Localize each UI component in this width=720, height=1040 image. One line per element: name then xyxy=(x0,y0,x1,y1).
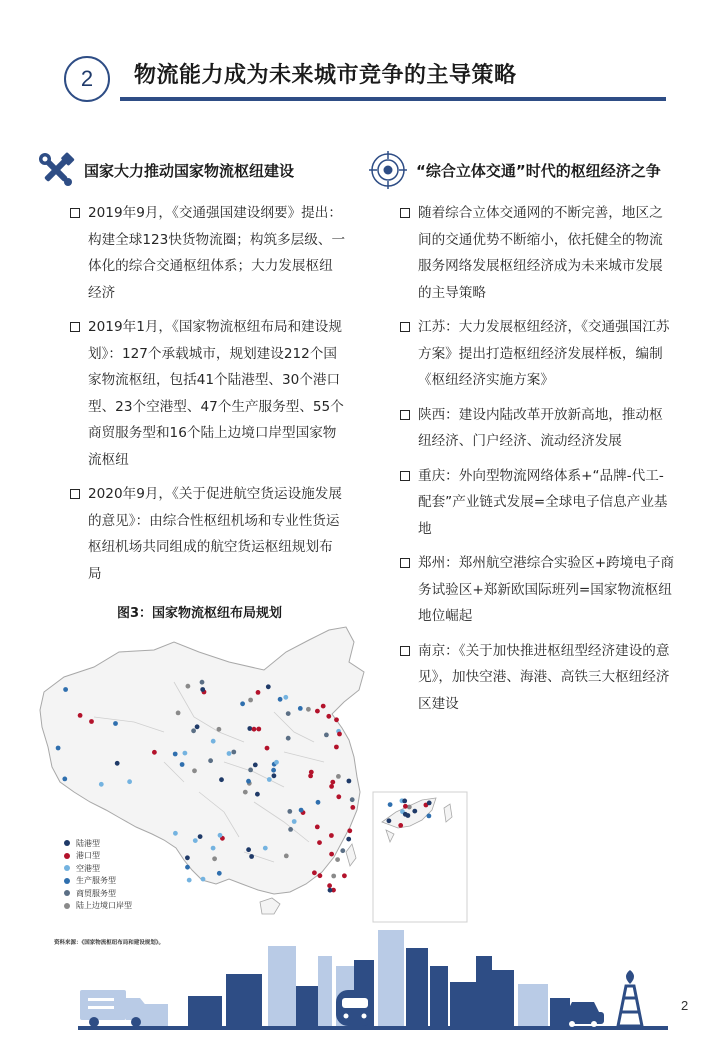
hub-point xyxy=(315,825,320,830)
hub-point xyxy=(412,809,417,814)
hub-point xyxy=(56,746,61,751)
hub-point xyxy=(212,856,217,861)
hub-point xyxy=(231,750,236,755)
list-item: 南京：《关于加快推进枢纽型经济建设的意见》，加快空港、海港、高铁三大枢纽经济区建设 xyxy=(400,638,676,718)
hub-point xyxy=(200,680,205,685)
hub-point xyxy=(176,711,181,716)
hub-point xyxy=(248,768,253,773)
hub-point xyxy=(350,797,355,802)
hub-point xyxy=(298,706,303,711)
hub-point xyxy=(191,728,196,733)
hub-point xyxy=(211,846,216,851)
section-number: 2 xyxy=(64,56,110,102)
figure-source: 资料来源：《国家物流枢纽布局和建设规划》。 xyxy=(54,940,165,946)
hub-point xyxy=(315,709,320,714)
hub-point xyxy=(265,746,270,751)
legend-swatch-3 xyxy=(64,878,70,884)
hub-point xyxy=(335,857,340,862)
legend-swatch-0 xyxy=(64,840,70,846)
section-title: 物流能力成为未来城市竞争的主导策略 xyxy=(134,63,517,88)
bullet-square-icon xyxy=(400,322,410,332)
hub-point xyxy=(99,782,104,787)
train-icon xyxy=(336,990,374,1026)
figure-caption: 图3：国家物流枢纽布局规划 xyxy=(117,606,283,621)
hub-point xyxy=(329,852,334,857)
hub-point xyxy=(337,732,342,737)
right-column-heading xyxy=(368,150,661,190)
list-item: 随着综合立体交通网的不断完善，地区之间的交通优势不断缩小，依托健全的物流服务网络发展枢纽经济成为未来城市发展的主导策略 xyxy=(400,200,676,306)
hub-point xyxy=(331,874,336,879)
hub-point xyxy=(286,736,291,741)
hub-point xyxy=(402,799,407,804)
hub-point xyxy=(263,846,268,851)
hub-point xyxy=(321,704,326,709)
hub-point xyxy=(173,752,178,757)
hub-point xyxy=(185,865,190,870)
hub-point xyxy=(89,719,94,724)
hub-point xyxy=(246,847,251,852)
hub-point xyxy=(398,823,403,828)
hub-point xyxy=(272,773,277,778)
target-icon xyxy=(368,150,408,190)
bullet-square-icon xyxy=(70,208,80,218)
hub-point xyxy=(63,687,68,692)
bullet-square-icon xyxy=(70,322,80,332)
hub-point xyxy=(195,724,200,729)
hub-point xyxy=(336,774,341,779)
hub-point xyxy=(347,779,352,784)
hub-point xyxy=(283,695,288,700)
tools-icon xyxy=(36,150,76,190)
hub-point xyxy=(249,854,254,859)
hub-point xyxy=(299,808,304,813)
hub-point xyxy=(284,854,289,859)
list-item: 陕西：建设内陆改革开放新高地，推动枢纽经济、门户经济、流动经济发展 xyxy=(400,402,676,455)
list-item: 江苏：大力发展枢纽经济，《交通强国江苏方案》提出打造枢纽经济发展样板，编制《枢纽经济实施方案》 xyxy=(400,314,676,394)
hub-point xyxy=(278,697,283,702)
list-item: 2020年9月，《关于促进航空货运设施发展的意见》：由综合性枢纽机场和专业性货运枢纽机场共同组成的航空货运枢纽规划布局 xyxy=(70,481,346,587)
list-item: 重庆：外向型物流网络体系+“品牌-代工-配套”产业链式发展=全球电子信息产业基地 xyxy=(400,463,676,543)
hub-point xyxy=(246,779,251,784)
map-legend xyxy=(64,837,132,912)
hub-point xyxy=(328,888,333,893)
hub-point xyxy=(340,848,345,853)
hub-point xyxy=(336,794,341,799)
legend-swatch-4 xyxy=(64,890,70,896)
left-column-heading xyxy=(36,150,294,190)
left-bullet-list xyxy=(70,200,346,595)
hub-point xyxy=(217,871,222,876)
bullet-square-icon xyxy=(70,489,80,499)
city-skyline-illustration xyxy=(78,926,668,1030)
hub-point xyxy=(387,818,392,823)
hub-point xyxy=(288,827,293,832)
bullet-square-icon xyxy=(400,208,410,218)
hub-point xyxy=(327,883,332,888)
hub-point xyxy=(334,745,339,750)
hub-point xyxy=(316,800,321,805)
list-item: 郑州：郑州航空港综合实验区+跨境电子商务试验区+郑新欧国际班列=国家物流枢纽地位崛起 xyxy=(400,550,676,630)
hub-point xyxy=(127,779,132,784)
hub-point xyxy=(211,739,216,744)
truck-icon xyxy=(80,990,148,1027)
hub-point xyxy=(253,763,258,768)
hub-point xyxy=(200,687,205,692)
hub-point xyxy=(208,758,213,763)
hub-point xyxy=(193,838,198,843)
hub-point xyxy=(329,784,334,789)
left-column-title: 国家大力推动国家物流枢纽建设 xyxy=(84,161,295,180)
hub-point xyxy=(326,714,331,719)
hub-point xyxy=(252,727,257,732)
hub-point xyxy=(180,762,185,767)
hub-point xyxy=(192,768,197,773)
hub-point xyxy=(185,855,190,860)
bullet-square-icon xyxy=(400,410,410,420)
list-item: 2019年1月，《国家物流枢纽布局和建设规划》：127个承载城市，规划建设212个国家物流枢纽，包括41个陆港型、30个港口型、23个空港型、47个生产服务型、55个商贸服务型和16个陆上边境口岸型国家物流枢纽 xyxy=(70,314,346,473)
hub-point xyxy=(306,707,311,712)
hub-point xyxy=(406,813,411,818)
hub-point xyxy=(217,727,222,732)
hub-point xyxy=(256,690,261,695)
hub-point xyxy=(78,713,83,718)
hub-point xyxy=(240,701,245,706)
hub-point xyxy=(427,814,432,819)
hub-point xyxy=(187,878,192,883)
page-number: 2 xyxy=(681,998,689,1013)
hub-point xyxy=(403,804,408,809)
hub-point xyxy=(334,717,339,722)
hub-point xyxy=(186,684,191,689)
hub-point xyxy=(115,761,120,766)
legend-swatch-5 xyxy=(64,903,70,909)
hub-point xyxy=(152,750,157,755)
hub-point xyxy=(347,828,352,833)
hub-point xyxy=(201,877,206,882)
legend-swatch-1 xyxy=(64,853,70,859)
bullet-square-icon xyxy=(400,558,410,568)
hub-point xyxy=(173,831,178,836)
hub-point xyxy=(308,774,313,779)
hub-point xyxy=(227,751,232,756)
hub-point xyxy=(330,780,335,785)
oil-derrick-icon xyxy=(618,970,642,1026)
hub-point xyxy=(292,819,297,824)
hub-point xyxy=(243,790,248,795)
hub-point xyxy=(62,777,67,782)
hub-point xyxy=(317,840,322,845)
legend-item: 港口型 xyxy=(64,850,132,863)
hub-point xyxy=(113,721,118,726)
hub-point xyxy=(388,802,393,807)
hub-point xyxy=(324,733,329,738)
legend-swatch-2 xyxy=(64,865,70,871)
legend-item: 陆港型 xyxy=(64,837,132,850)
hub-point xyxy=(219,777,224,782)
hub-point xyxy=(329,833,334,838)
bullet-square-icon xyxy=(400,471,410,481)
south-china-sea-inset xyxy=(373,792,467,922)
section-divider xyxy=(120,97,666,101)
legend-item: 生产服务型 xyxy=(64,875,132,888)
hub-point xyxy=(286,711,291,716)
hub-point xyxy=(342,873,347,878)
legend-item: 陆上边境口岸型 xyxy=(64,900,132,913)
list-item: 2019年9月，《交通强国建设纲要》提出：构建全球123快货物流圈；构筑多层级、一体化的综合交通枢纽体系；大力发展枢纽经济 xyxy=(70,200,346,306)
hub-point xyxy=(248,698,253,703)
hub-point xyxy=(247,726,252,731)
hub-point xyxy=(218,833,223,838)
right-column-title: “综合立体交通”时代的枢纽经济之争 xyxy=(416,161,661,180)
legend-item: 空港型 xyxy=(64,862,132,875)
hub-point xyxy=(255,792,260,797)
hub-point xyxy=(287,809,292,814)
hub-point xyxy=(318,873,323,878)
hub-point xyxy=(267,777,272,782)
hub-point xyxy=(183,751,188,756)
legend-item: 商贸服务型 xyxy=(64,887,132,900)
hub-point xyxy=(274,760,279,765)
hub-point xyxy=(312,870,317,875)
hub-point xyxy=(346,837,351,842)
hub-point xyxy=(256,727,261,732)
hub-point xyxy=(350,805,355,810)
hub-point xyxy=(266,684,271,689)
hub-point xyxy=(271,768,276,773)
hub-point xyxy=(427,801,432,806)
hub-point xyxy=(198,834,203,839)
